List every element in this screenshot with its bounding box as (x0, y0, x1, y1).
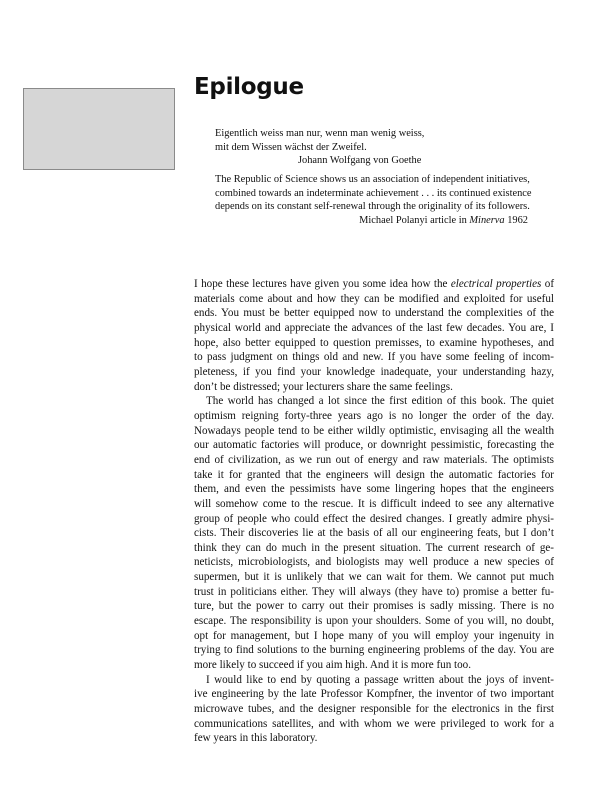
paragraph-1-line: don’t be distressed; your lecturers share the same feelings. (194, 380, 453, 393)
chapter-title: Epilogue (194, 74, 304, 100)
epigraph-line: Eigentlich weiss man nur, wenn man wenig weiss, (215, 128, 425, 139)
paragraph-2-line: take it for granted that the engineers will design the automatic factories for (194, 468, 554, 481)
paragraph-2-line: supermen, but it is unlikely that we can wait for them. We cannot put much (194, 571, 554, 584)
paragraph-2-line: escape. The responsibility is upon your shoulders. Some of you will, no doubt, (194, 615, 554, 628)
attribution-journal: Minerva (469, 214, 505, 226)
paragraph-3-line: ive engineering by the late Professor Kompfner, the inventor of two important (194, 688, 554, 701)
emphasis-run: electrical properties (450, 278, 542, 290)
paragraph-2-line: The world has changed a lot since the first edition of this book. The quiet (206, 395, 554, 408)
epigraph-line: depends on its constant self-renewal through the originality of its followers. (215, 201, 530, 213)
paragraph-1-line: physical world and appreciate the advances of the last few decades. You are, I (194, 321, 554, 334)
epigraph-attribution: Johann Wolfgang von Goethe (298, 155, 422, 167)
paragraph-2-line: them, and even the pessimists have some lingering hopes that the engineers (194, 483, 554, 496)
paragraph-1-line: pleteness, if you find your knowledge inadequate, your understanding hazy, (194, 365, 554, 378)
text-run: I hope these lectures have given you some idea how the (194, 278, 451, 290)
attribution-author: Michael Polanyi article in (359, 214, 470, 226)
paragraph-2-line: ture, but the power to carry out their promises is sadly missing. There is no (194, 600, 554, 613)
paragraph-3-line: few years in this laboratory. (194, 732, 318, 745)
epigraph-polanyi (215, 173, 532, 227)
paragraph-2-line: trust in politicians either. They will always (they have to) promise a better fu- (194, 585, 554, 598)
paragraph-2-line: opt for management, but I hope many of you will employ your ingenuity in (194, 629, 554, 642)
paragraph-2-line: optimism reigning forty-three years ago is no longer the order of the day. (194, 409, 554, 422)
attribution-year: 1962 (504, 214, 528, 226)
chapter-figure-placeholder (23, 88, 175, 170)
paragraph-2-line: more likely to succeed if you aim high. And it is more fun too. (194, 659, 471, 672)
paragraph-2-line: will somehow come to the rescue. It is difficult indeed to see any alternative (194, 497, 554, 510)
paragraph-2-line: cists. Their discoveries lie at the basis of all our engineering feats, but I don’t (194, 527, 554, 540)
paragraph-2-line: think they can do much in the present situation. The current research of ge- (194, 541, 554, 554)
paragraph-1-line: to pass judgment on things old and new. If you have some feeling of incom- (194, 351, 554, 364)
text-run: of (541, 278, 555, 290)
paragraph-1-line: hope, also better equipped to question premisses, to examine hypotheses, and (194, 336, 554, 349)
paragraph-3-line: communications satellites, and with whom we were privileged to work for a (194, 717, 554, 730)
paragraph-2-line: trying to find solutions to the burning engineering problems of the day. You are (194, 644, 554, 657)
epigraph-line: The Republic of Science shows us an association of independent initiatives, (215, 174, 530, 185)
paragraph-2-line: group of people who could effect the desired changes. I greatly admire physi- (194, 512, 554, 525)
epigraph-goethe (215, 127, 528, 168)
paragraph-1-line (194, 277, 554, 292)
paragraph-1-line: materials come about and how they can be modified and exploited for useful (194, 292, 554, 305)
paragraph-2-line: Nowadays people tend to be either wildly optimistic, envisaging all the wealth (194, 424, 554, 437)
paragraph-3-line: I would like to end by quoting a passage written about the joys of invent- (206, 673, 554, 686)
epigraph-line: mit dem Wissen wächst der Zweifel. (215, 141, 367, 153)
paragraph-2-line: our automatic factories will produce, or downright pessimistic, forecasting the (194, 439, 554, 452)
paragraph-2-line: neticists, microbiologists, and biologists may well produce a new species of (194, 556, 554, 569)
epigraph-attribution (215, 214, 528, 228)
body-text (194, 277, 554, 746)
paragraph-1-line: ends. You must be better equipped now to understand the complexities of the (194, 307, 554, 320)
epigraph-line: combined towards an indeterminate achievement . . . its continued existence (215, 187, 532, 199)
paragraph-3-line: microwave tubes, and the designer responsible for the electronics in the first (194, 703, 554, 716)
paragraph-2-line: end of civilization, as we run out of energy and raw materials. The optimists (194, 453, 554, 466)
